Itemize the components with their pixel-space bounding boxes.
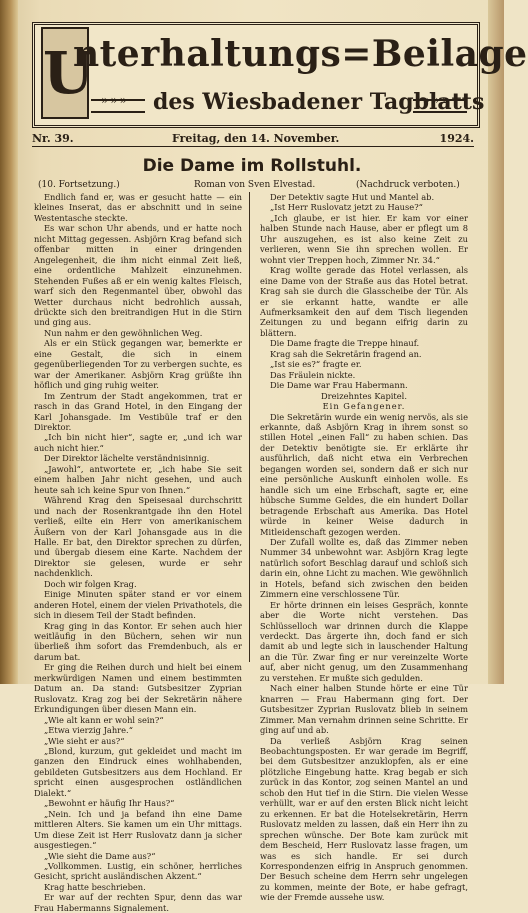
paragraph: „Ich glaube, er ist hier. Er kam vor einer halben Stunde nach Hause, aber er pflegt um 8 Uhr auszugehen, es ist also keine Zeit zu verlieren, wenn Sie ihn sprechen wollen. Er wohnt vier Treppen hoch, Zimmer Nr. 34.“ [260,212,468,265]
header-rule [32,146,474,147]
paragraph: Doch wir folgen Krag. [44,578,137,589]
paragraph: „Wie sieht die Dame aus?“ [44,850,156,861]
paragraph: Krag hatte beschrieben. [44,881,146,892]
right-ornament-icon [413,99,467,113]
paragraph: „Jawohl“, antwortete er, „ich habe Sie seit einem halben Jahr nicht gesehen, und auch heute sah ich keine Spur von Ihnen.“ [34,463,242,495]
issue-number: Nr. 39. [32,132,74,145]
paragraph: „Wie sieht er aus?“ [44,735,125,746]
paragraph: Nun nahm er den gewöhnlichen Weg. [44,327,203,338]
paragraph: Die Sekretärin wurde ein wenig nervös, als sie erkannte, daß Asbjörn Krag in ihrem sonst so stillen Hotel „einen Fall“ zu haben schien. Das der Detektiv benötigte sie. Er erklärte ihr ausführlich, daß nicht etwa ein Verbrechen begangen worden sei, sondern daß er sich nur eine persönliche Auskunft einholen wolle. Es handle sich um eine Erbschaft, sagte er, eine hübsche Summe Geldes, die ein hundert Dollar betragende Erbschaft aus Amerika. Das Hotel würde in keiner Weise dadurch in Mitleidenschaft gezogen werden. [260,411,468,537]
issue-year: 1924. [439,132,474,145]
chapter-title: Ein Gefangener. [322,401,406,412]
book-binding [0,0,18,684]
paragraph: Das Fräulein nickte. [270,369,356,380]
column-divider [249,192,250,662]
paragraph: Als er ein Stück gegangen war, bemerkte er eine Gestalt, die sich in einem gegenüberliegenden Tor zu verbergen suchte, es war der Amerikaner. Asbjörn Krag grüßte ihn höflich und ging ruhig weiter. [34,338,242,391]
paragraph: „Vollkommen. Lustig, ein schöner, herrliches Gesicht, spricht ausländischen Akzent.“ [34,861,242,882]
page-edge [488,0,504,684]
paragraph: Im Zentrum der Stadt angekommen, trat er rasch in das Grand Hotel, in den Eingang der Karl Johansgade. Im Vestibüle traf er den Direktor. [34,390,242,432]
paragraph: Es war schon Uhr abends, und er hatte noch nicht Mittag gegessen. Asbjörn Krag befand sich offenbar mitten in einer dringenden Angelegenheit, die ihm nicht einmal Zeit ließ, eine ordentliche Mahlzeit einzunehmen. Stehenden Fußes aß er ein wenig kaltes Fleisch, warf sich den Regenmantel über, obwohl das Wetter durchaus nicht bedrohlich aussah, drückte sich den breitrandigen Hut in die Stirn und ging aus. [34,223,242,328]
paragraph: Er hörte drinnen ein leises Gespräch, konnte aber die Worte nicht verstehen. Das Schlüsselloch war drinnen durch die Klappe verdeckt. Das ärgerte ihn, doch fand er sich damit ab und legte sich in lauschender Haltung an die Tür. Zwar fing er nur vereinzelte Worte auf, aber nicht genug, um den Zusammenhang zu verstehen. Er mußte sich gedulden. [260,599,468,683]
paragraph: Krag ging in das Kontor. Er sehen auch hier weitläufig in den Büchern, sehen wir nun überließ ihm sofort das Fremdenbuch, als er darum bat. [34,620,242,662]
paragraph: „Bewohnt er häufig Ihr Haus?“ [44,798,175,809]
paragraph: Der Detektiv sagte Hut und Mantel ab. [270,192,435,202]
masthead-subtitle: des Wiesbadener Tagblatts [153,89,485,115]
author-line: Roman von Sven Elvestad. [194,180,316,190]
paragraph: Die Dame war Frau Habermann. [270,380,408,391]
right-column [260,192,468,903]
paragraph: Die Dame fragte die Treppe hinauf. [270,338,420,349]
installment-note: (10. Fortsetzung.) [38,180,120,190]
reprint-notice: (Nachdruck verboten.) [356,180,460,190]
paragraph: Er ging die Reihen durch und hielt bei einem merkwürdigen Namen und einem bestimmten Datum an. Da stand: Gutsbesitzer Zyprian Ruslovatz. Krag zog bei der Sekretärin nähere Erkundigungen über diesen Mann ein. [34,662,242,715]
paragraph: „Wie alt kann er wohl sein?“ [44,714,164,725]
paragraph: Er war auf der rechten Spur, denn das war Frau Habermanns Signalement. [34,892,242,913]
paragraph: „Etwa vierzig Jahre.“ [44,725,133,736]
left-column [34,192,242,913]
paragraph: „Ist sie es?“ fragte er. [270,359,362,370]
paragraph: Der Direktor lächelte verständnisinnig. [44,453,210,464]
issue-date: Freitag, den 14. November. [172,132,340,145]
paragraph: Einige Minuten später stand er vor einem anderen Hotel, einem der vielen Privathotels, die sich in diesem Teil der Stadt befinden. [34,589,242,621]
left-ornament-icon [91,99,145,113]
story-title: Die Dame im Rollstuhl. [142,156,362,176]
paragraph: Während Krag den Speisesaal durchschritt und nach der Rosenkrantgade ihn den Hotel verließ, eilte ein Herr von amerikanischem Äußern von der Karl Johansgade aus in die Halle. Er bat, den Direktor sprechen zu dürfen, und übergab diesem eine Karte. Nachdem der Direktor sie gelesen, wurde er sehr nachdenklich. [34,495,242,579]
paragraph: „Nein. Ich und ja befand ihn eine Dame mittleren Alters. Sie kamen um ein Uhr mittags. Um diese Zeit ist Herr Ruslovatz dann ja sicher ausgestiegen.“ [34,808,242,851]
paragraph: „Ich bin nicht hier“, sagte er, „und ich war auch nicht hier.“ [34,432,242,453]
masthead-initial: U [41,27,89,119]
paragraph: Der Zufall wollte es, daß das Zimmer neben Nummer 34 unbewohnt war. Asbjörn Krag legte natürlich sofort Beschlag darauf und schloß sich darin ein, ohne Licht zu machen. Wie gewöhnlich in Hotels, befand sich zwischen den beiden Zimmern eine verschlossene Tür. [260,536,468,600]
masthead-title: nterhaltungs=Beilage [73,33,528,75]
paragraph: Da verließ Asbjörn Krag seinen Beobachtungsposten. Er war gerade im Begriff, bei dem Gutsbesitzer anzuklopfen, als er eine plötzliche Eingebung hatte. Krag begab er sich zurück in das Kontor, zog seinen Mantel an und schob den Hut tief in die Stirn. Die vielen Wesse verhüllt, war er auf den ersten Blick nicht leicht zu erkennen. Er bat die Hotelsekretärin, Herrn Ruslovatz melden zu lassen, daß ein Herr ihn zu sprechen wünsche. Der Bote kam zurück mit dem Bescheid, Herr Ruslovatz lasse fragen, um was es sich handle. Er sei durch Korrespondenzen eifrig in Anspruch genommen. Der Besuch scheine dem Herrn sehr ungelegen zu kommen, meinte der Bote, er habe gefragt, wie der Fremde aussehe usw. [260,735,468,903]
paragraph: „Ist Herr Ruslovatz jetzt zu Hause?“ [270,202,423,213]
chapter-number: Dreizehntes Kapitel. [321,390,407,401]
paragraph: Nach einer halben Stunde hörte er eine Tür knarren — Frau Habermann ging fort. Der Gutsbesitzer Zyprian Ruslovatz blieb in seinem Zimmer. Man vernahm drinnen seine Schritte. Er ging auf und ab. [260,683,468,736]
paragraph: Krag sah die Sekretärin fragend an. [270,348,422,359]
paragraph: Krag wollte gerade das Hotel verlassen, als eine Dame von der Straße aus das Hotel betrat. Krag sah sie durch die Glasscheibe der Tür. Als er sie erkannt hatte, wandte er alle Aufmerksamkeit den auf dem Tisch liegenden Zeitungen zu und begann eifrig darin zu blättern. [260,265,468,338]
paragraph: Endlich fand er, was er gesucht hatte — ein kleines Inserat, das er abschnitt und in seine Westentasche steckte. [34,192,242,223]
paragraph: „Blond, kurzum, gut gekleidet und macht im ganzen den Eindruck eines wohlhabenden, gebildeten Gutsbesitzers aus dem Hochland. Er spricht einen ausgesprochen ostländlichen Dialekt.“ [34,746,242,798]
masthead [32,22,528,128]
